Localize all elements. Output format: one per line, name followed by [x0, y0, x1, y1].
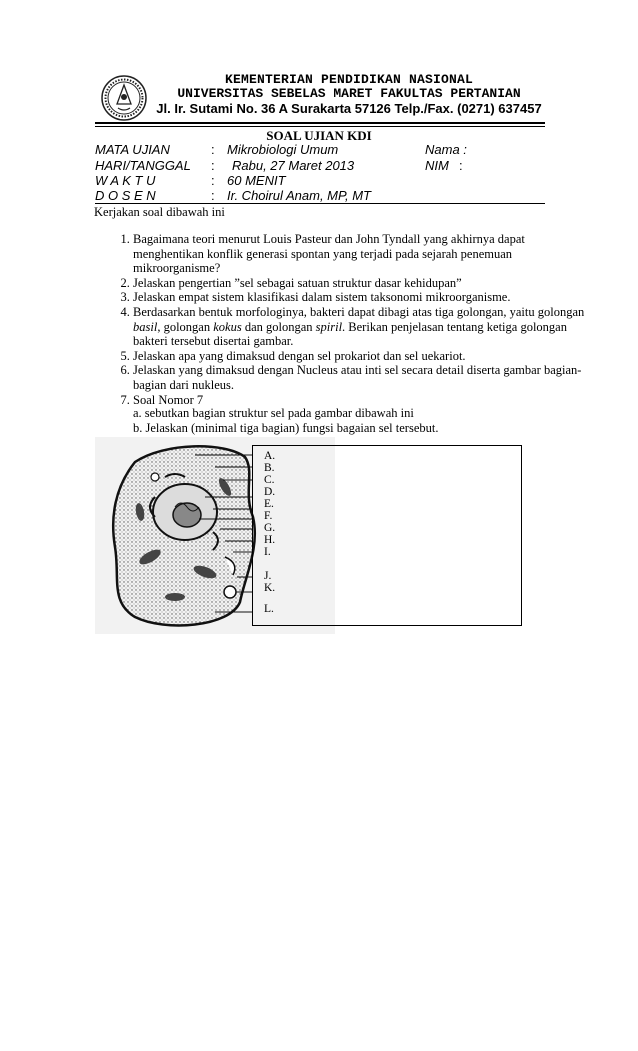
label-h: H.: [264, 534, 276, 546]
hari-tanggal-value: Rabu, 27 Maret 2013: [232, 158, 355, 173]
question-6: 6. Jelaskan yang dimaksud dengan Nucleus atau inti sel secara detail diserta gambar bagian-bagian dari nukleus.: [133, 363, 593, 392]
label-j: J.: [264, 570, 272, 582]
nim-colon: :: [459, 158, 463, 173]
q4-text-a: Berdasarkan bentuk morfologinya, bakteri dapat dibagi atas tiga golongan, yaitu golongan: [133, 304, 585, 319]
label-c: C.: [264, 474, 275, 486]
header-divider-thin: [95, 126, 545, 127]
dosen-value: Ir. Choirul Anam, MP, MT: [227, 188, 371, 203]
label-b: B.: [264, 462, 275, 474]
sub-question-a: a. sebutkan bagian struktur sel pada gambar dibawah ini: [133, 406, 414, 420]
label-a: A.: [264, 450, 276, 462]
question-2: 2. Jelaskan pengertian ”sel sebagai satuan struktur dasar kehidupan”: [133, 276, 593, 291]
nama-label: Nama :: [425, 142, 467, 157]
q4-text-d: . Berikan penjelasan tentang ketiga golongan bakteri tersebut disertai gambar.: [133, 319, 567, 349]
address-line: Jl. Ir. Sutami No. 36 A Surakarta 57126 Telp./Fax. (0271) 637457: [156, 101, 542, 116]
mata-ujian-label: MATA UJIAN: [95, 142, 170, 157]
waktu-value: 60 MENIT: [227, 173, 286, 188]
mata-ujian-value: Mikrobiologi Umum: [227, 142, 339, 157]
info-divider: [95, 203, 545, 204]
q4-basil: basil: [133, 319, 158, 334]
instruction: Kerjakan soal dibawah ini: [94, 205, 225, 219]
q4-spiril: spiril: [315, 319, 343, 334]
exam-title: SOAL UJIAN KDI: [266, 128, 372, 143]
waktu-label: W A K T U: [95, 173, 156, 188]
q4-text-b: , golongan: [157, 319, 214, 334]
ministry-title: KEMENTERIAN PENDIDIKAN NASIONAL: [224, 72, 474, 87]
question-5: 5. Jelaskan apa yang dimaksud dengan sel prokariot dan sel uekariot.: [133, 349, 593, 364]
label-f: F.: [264, 510, 273, 522]
label-e: E.: [264, 498, 274, 510]
label-g: G.: [264, 522, 276, 534]
q4-kokus: kokus: [213, 319, 242, 334]
q4-text-c: dan golongan: [241, 319, 316, 334]
colon: :: [211, 142, 215, 157]
label-d: D.: [264, 486, 276, 498]
colon: :: [211, 173, 215, 188]
question-4: [133, 305, 593, 349]
dosen-label: D O S E N: [95, 188, 156, 203]
sub-question-b: b. Jelaskan (minimal tiga bagian) fungsi bagaian sel tersebut.: [133, 421, 439, 435]
nim-label: NIM: [425, 158, 449, 173]
colon: :: [211, 188, 215, 203]
question-3: 3. Jelaskan empat sistem klasifikasi dalam sistem taksonomi mikroorganisme.: [133, 290, 593, 305]
label-i: I.: [264, 546, 271, 558]
answer-label-box: [252, 445, 522, 626]
question-1: 1. Bagaimana teori menurut Louis Pasteur dan John Tyndall yang akhirnya dapat menghentikan konflik generasi spontan yang terjadi pada sejarah penemuan mikroorganisme?: [133, 232, 593, 276]
question-list: [95, 232, 593, 407]
label-l: L.: [264, 603, 274, 615]
label-k: K.: [264, 582, 276, 594]
colon: :: [211, 158, 215, 173]
hari-tanggal-label: HARI/TANGGAL: [95, 158, 191, 173]
university-title: UNIVERSITAS SEBELAS MARET FAKULTAS PERTANIAN: [177, 86, 521, 101]
header-divider: [95, 122, 545, 124]
question-7: 7. Soal Nomor 7: [133, 393, 593, 408]
